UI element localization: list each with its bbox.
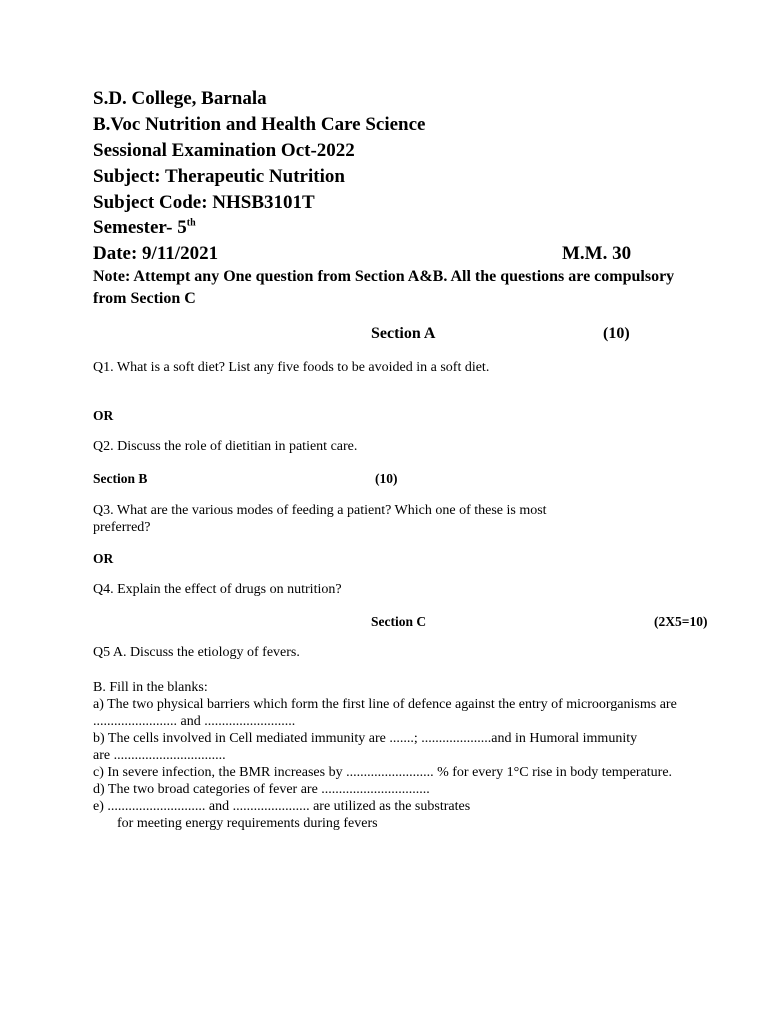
- blank-d: d) The two broad categories of fever are ...............................: [93, 782, 430, 797]
- blank-e-line-2: for meeting energy requirements during fevers: [117, 816, 378, 831]
- blank-c: c) In severe infection, the BMR increases by ......................... % for every 1°C rise in body temperature.: [93, 765, 673, 780]
- section-c-title: Section C: [371, 614, 427, 629]
- blank-a-line-1: a) The two physical barriers which form the first line of defence against the entry of microorganisms are: [93, 697, 677, 712]
- question-1: Q1. What is a soft diet? List any five foods to be avoided in a soft diet.: [93, 360, 490, 375]
- semester: [93, 217, 196, 239]
- blank-b-line-2: are ................................: [93, 748, 226, 763]
- section-b-title: Section B: [93, 471, 148, 486]
- semester-suffix: th: [186, 217, 196, 229]
- or-separator-2: OR: [93, 551, 114, 566]
- subject: Subject: Therapeutic Nutrition: [93, 166, 345, 187]
- exam-date: Date: 9/11/2021: [93, 243, 219, 264]
- blank-b-line-1: b) The cells involved in Cell mediated immunity are .......; ....................and in Humoral immunity: [93, 731, 638, 746]
- blank-e-line-1: e) ............................ and ...................... are utilized as the substrates: [93, 799, 471, 814]
- subject-code: Subject Code: NHSB3101T: [93, 192, 315, 213]
- instructions-note: Note: Attempt any One question from Section A&B. All the questions are compulsory from Section C: [93, 268, 675, 307]
- fill-blanks-title: B. Fill in the blanks:: [93, 680, 208, 695]
- course-name: B.Voc Nutrition and Health Care Science: [93, 114, 426, 135]
- fill-in-blanks: [93, 679, 677, 832]
- question-3: Q3. What are the various modes of feeding a patient? Which one of these is most preferred?: [93, 503, 547, 535]
- section-c-marks: (2X5=10): [654, 614, 708, 629]
- max-marks: M.M. 30: [562, 243, 632, 264]
- or-separator-1: OR: [93, 408, 114, 423]
- question-4: Q4. Explain the effect of drugs on nutrition?: [93, 582, 342, 597]
- question-5a: Q5 A. Discuss the etiology of fevers.: [93, 645, 300, 660]
- section-b-marks: (10): [375, 471, 398, 486]
- college-name: S.D. College, Barnala: [93, 88, 267, 109]
- question-2: Q2. Discuss the role of dietitian in patient care.: [93, 439, 358, 454]
- blank-a-line-2: ........................ and ..........................: [93, 714, 296, 729]
- section-a-marks: (10): [603, 325, 630, 342]
- semester-label: Semester- 5: [93, 217, 187, 238]
- exam-name: Sessional Examination Oct-2022: [93, 140, 355, 161]
- section-a-title: Section A: [371, 325, 436, 342]
